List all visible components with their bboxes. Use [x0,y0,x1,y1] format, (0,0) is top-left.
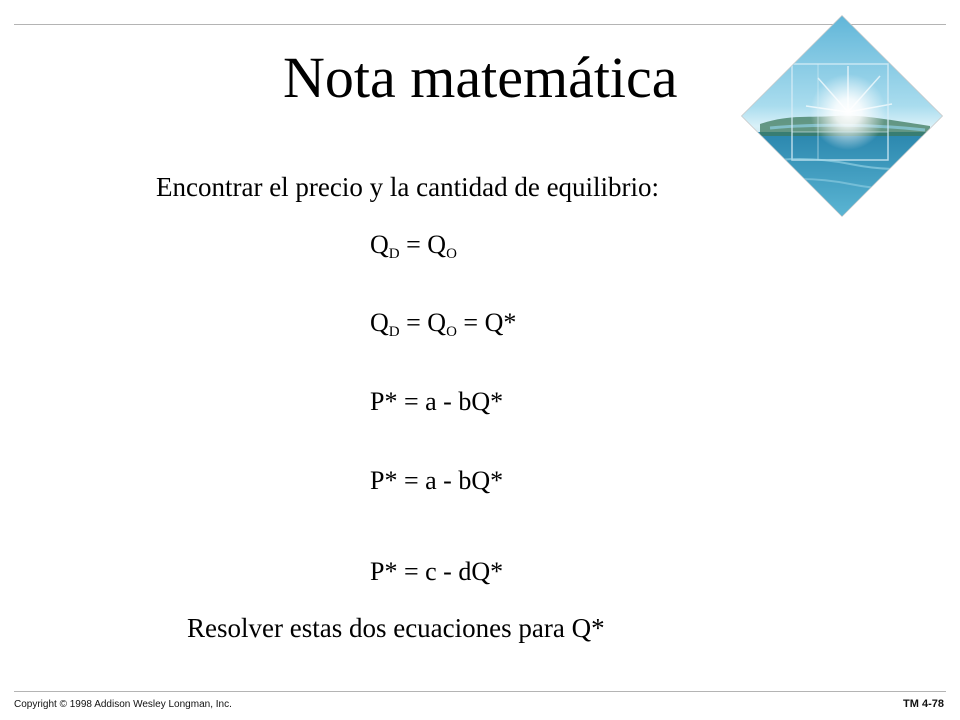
eq1-qd-base: Q [370,230,389,259]
slide-title: Nota matemática [283,45,678,110]
equation-qd-equals-qo-equals-qstar [370,307,516,339]
eq2-qd-base: Q [370,308,389,337]
outro-text: Resolver estas dos ecuaciones para Q* [187,613,605,643]
equation-demand-price-2: P* = a - bQ* [370,466,504,495]
eq2-qo-subscript: O [446,324,457,340]
equation-supply-price: P* = c - dQ* [370,557,504,586]
bottom-divider [14,691,946,692]
eq1-qo-subscript: O [446,246,457,262]
copyright-notice: Copyright © 1998 Addison Wesley Longman, Inc. [14,699,232,710]
eq2-equals: = [399,308,428,337]
eq1-qd-subscript: D [388,246,400,262]
equation-qd-equals-qo [370,229,457,261]
eq1-equals: = [399,230,428,259]
eq2-tail: = Q* [456,308,517,337]
eq1-qo-base: Q [427,230,447,259]
slide-number: TM 4-78 [903,698,944,710]
intro-text: Encontrar el precio y la cantidad de equilibrio: [156,172,660,202]
eq2-qd-subscript: D [388,324,400,340]
eq2-qo-base: Q [427,308,447,337]
equation-demand-price-1: P* = a - bQ* [370,387,504,416]
ocean-diamond-image [740,14,944,218]
